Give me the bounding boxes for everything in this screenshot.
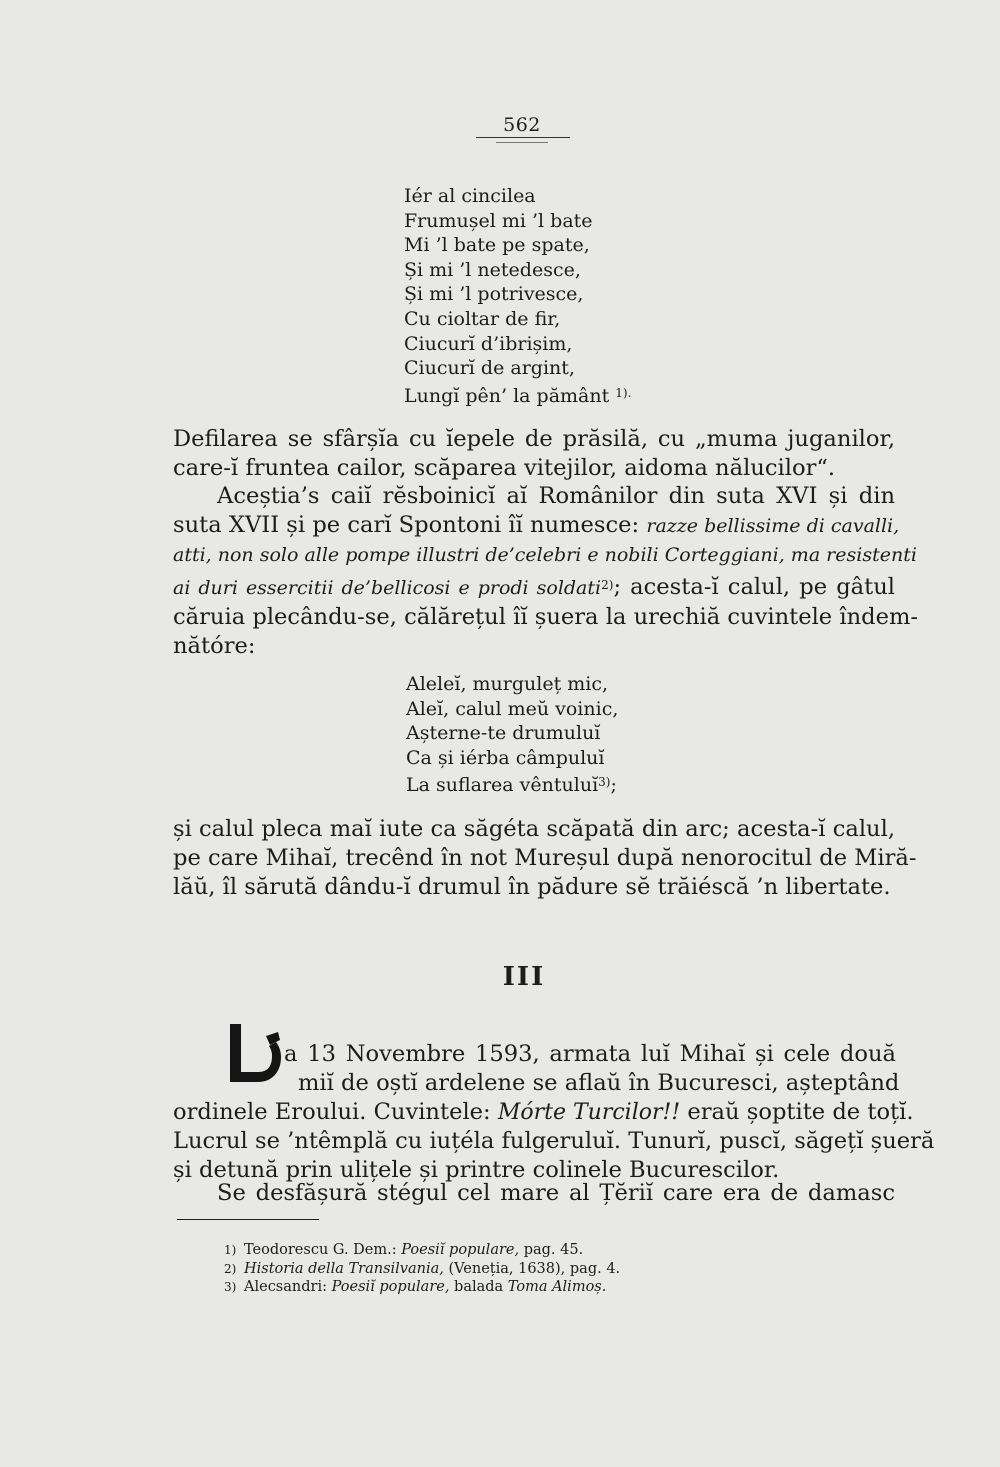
- verse-block-1: [404, 184, 631, 408]
- paragraph-text: suta XVII și pe carĭ Spontoni îĭ numesce:: [173, 512, 640, 539]
- page-number-rule: [476, 137, 570, 138]
- paragraph-line: Aceștia’s caiĭ rĕsboinicĭ aĭ Românilor din suta XVI și din: [217, 483, 895, 509]
- paragraph-line: [173, 511, 900, 541]
- footnote-1: [224, 1241, 620, 1260]
- page-number: 562: [503, 114, 541, 136]
- footnote-number: 3): [224, 1280, 237, 1294]
- footnote-2: [224, 1260, 620, 1279]
- verse-line: Iér al cincilea: [404, 185, 536, 207]
- paragraph-line: și calul pleca maĭ iute ca săgéta scăpată din arc; acesta-ĭ calul,: [173, 816, 895, 842]
- footnote-work: Toma Alimoș.: [507, 1279, 607, 1295]
- paragraph-text: ordinele Eroului. Cuvintele:: [173, 1099, 491, 1125]
- paragraph-calul: [173, 815, 917, 903]
- paragraph-line: [173, 1098, 914, 1127]
- footnote-3: [224, 1278, 620, 1297]
- verse-line: Ciucurĭ de argint,: [404, 357, 575, 380]
- paragraph-line: miĭ de oștĭ ardelene se aflaŭ în Bucuresci, așteptând: [298, 1070, 900, 1097]
- paragraph-defilarea: [173, 425, 895, 483]
- paragraph-opening: [284, 1040, 900, 1098]
- verse-line: Și mi ’l potrivesce,: [404, 283, 584, 306]
- verse-line-text: Lungĭ pên’ la pământ: [404, 384, 610, 407]
- footnote-divider: [177, 1219, 319, 1220]
- footnote-title: Poesiĭ populare,: [331, 1279, 450, 1295]
- verse-line: Cu cioltar de fir,: [404, 307, 561, 330]
- paragraph-line: care-ĭ fruntea cailor, scăparea vitejilor, aidoma nălucilor“.: [173, 455, 836, 482]
- footnote-ref-3: 3): [598, 775, 611, 790]
- footnote-detail: balada: [454, 1279, 504, 1295]
- verse-line: Aleĭ, calul meŭ voinic,: [406, 697, 619, 720]
- paragraph-line: [173, 571, 895, 603]
- footnote-number: 2): [224, 1261, 237, 1276]
- paragraph-text: eraŭ șoptite de toțĭ.: [687, 1099, 914, 1125]
- paragraph-line: Se desfășură stégul cel mare al Țĕriĭ care era de damasc: [217, 1180, 895, 1206]
- verse-line: Ciucurĭ d’ibrișim,: [404, 332, 573, 355]
- verse-line-last: [406, 770, 618, 798]
- footnote-author: Alecsandri:: [244, 1279, 327, 1295]
- paragraph-line: pe care Mihaĭ, trecênd în not Mureșul după nenorocitul de Miră-: [173, 845, 917, 872]
- paragraph-line: și detună prin ulițele și printre colinele Bucurescilor.: [173, 1157, 780, 1184]
- paragraph-stegul: [173, 1179, 895, 1208]
- paragraph-opening-continued: [173, 1098, 935, 1186]
- paragraph-line: nătóre:: [173, 633, 256, 660]
- italic-quote-line: atti, non solo alle pompe illustri de’celebri e nobili Corteggiani, ma resistenti: [173, 544, 917, 567]
- dropcap-letter: [228, 1022, 290, 1084]
- footnote-title: Historia della Transilvania,: [244, 1260, 444, 1277]
- footnote-author: Teodorescu G. Dem.:: [244, 1242, 397, 1258]
- italic-quote: ai duri essercitii de’bellicosi e prodi soldati: [173, 576, 602, 599]
- paragraph-text: ; acesta-ĭ calul, pe gâtul: [613, 573, 896, 600]
- paragraph-line: a 13 Novembre 1593, armata luĭ Mihaĭ și cele două: [284, 1041, 896, 1067]
- verse-line: Și mi ’l netedesce,: [404, 258, 581, 281]
- footnote-title: Poesiĭ populare,: [401, 1242, 520, 1258]
- verse-line-end: ;: [610, 774, 617, 797]
- verse-block-2: [406, 672, 618, 798]
- footnote-number: 1): [224, 1243, 237, 1257]
- footnote-ref-2: 2): [601, 577, 614, 592]
- verse-line: Mi ’l bate pe spate,: [404, 234, 590, 257]
- verse-line: Așterne-te drumuluĭ: [406, 722, 601, 745]
- paragraph-acestia: [173, 482, 919, 661]
- paragraph-line: Lucrul se ’ntêmplă cu iuțéla fulgeruluĭ. Tunurĭ, puscĭ, săgețĭ șueră: [173, 1128, 935, 1155]
- footnote-detail: pag. 45.: [523, 1242, 584, 1258]
- verse-line-text: La suflarea vêntuluĭ: [406, 774, 599, 797]
- footnote-ref-1: 1).: [615, 385, 632, 400]
- footnotes: [224, 1241, 620, 1297]
- verse-line: Ca și iérba câmpuluĭ: [406, 746, 605, 769]
- verse-line: Aleleĭ, murguleț mic,: [406, 673, 609, 695]
- paragraph-line: Defilarea se sfârșĭa cu ĭepele de prăsilă, cu „muma juganilor,: [173, 426, 895, 452]
- verse-line: Frumușel mi ’l bate: [404, 209, 593, 232]
- paragraph-line: lăŭ, îl sărută dându-ĭ drumul în pădure sĕ trăiéscă ’n libertate.: [173, 874, 891, 901]
- italic-quote: razze bellissime di cavalli,: [646, 515, 900, 538]
- section-heading: III: [502, 962, 546, 992]
- footnote-detail: (Veneția, 1638), pag. 4.: [448, 1260, 621, 1277]
- page-number-rule-short: [496, 142, 548, 143]
- verse-line-last: [404, 381, 631, 409]
- italic-quote: Mórte Turcilor!!: [497, 1100, 681, 1125]
- paragraph-line: căruia plecându-se, călărețul îĭ șuera la urechiă cuvintele îndem-: [173, 603, 919, 630]
